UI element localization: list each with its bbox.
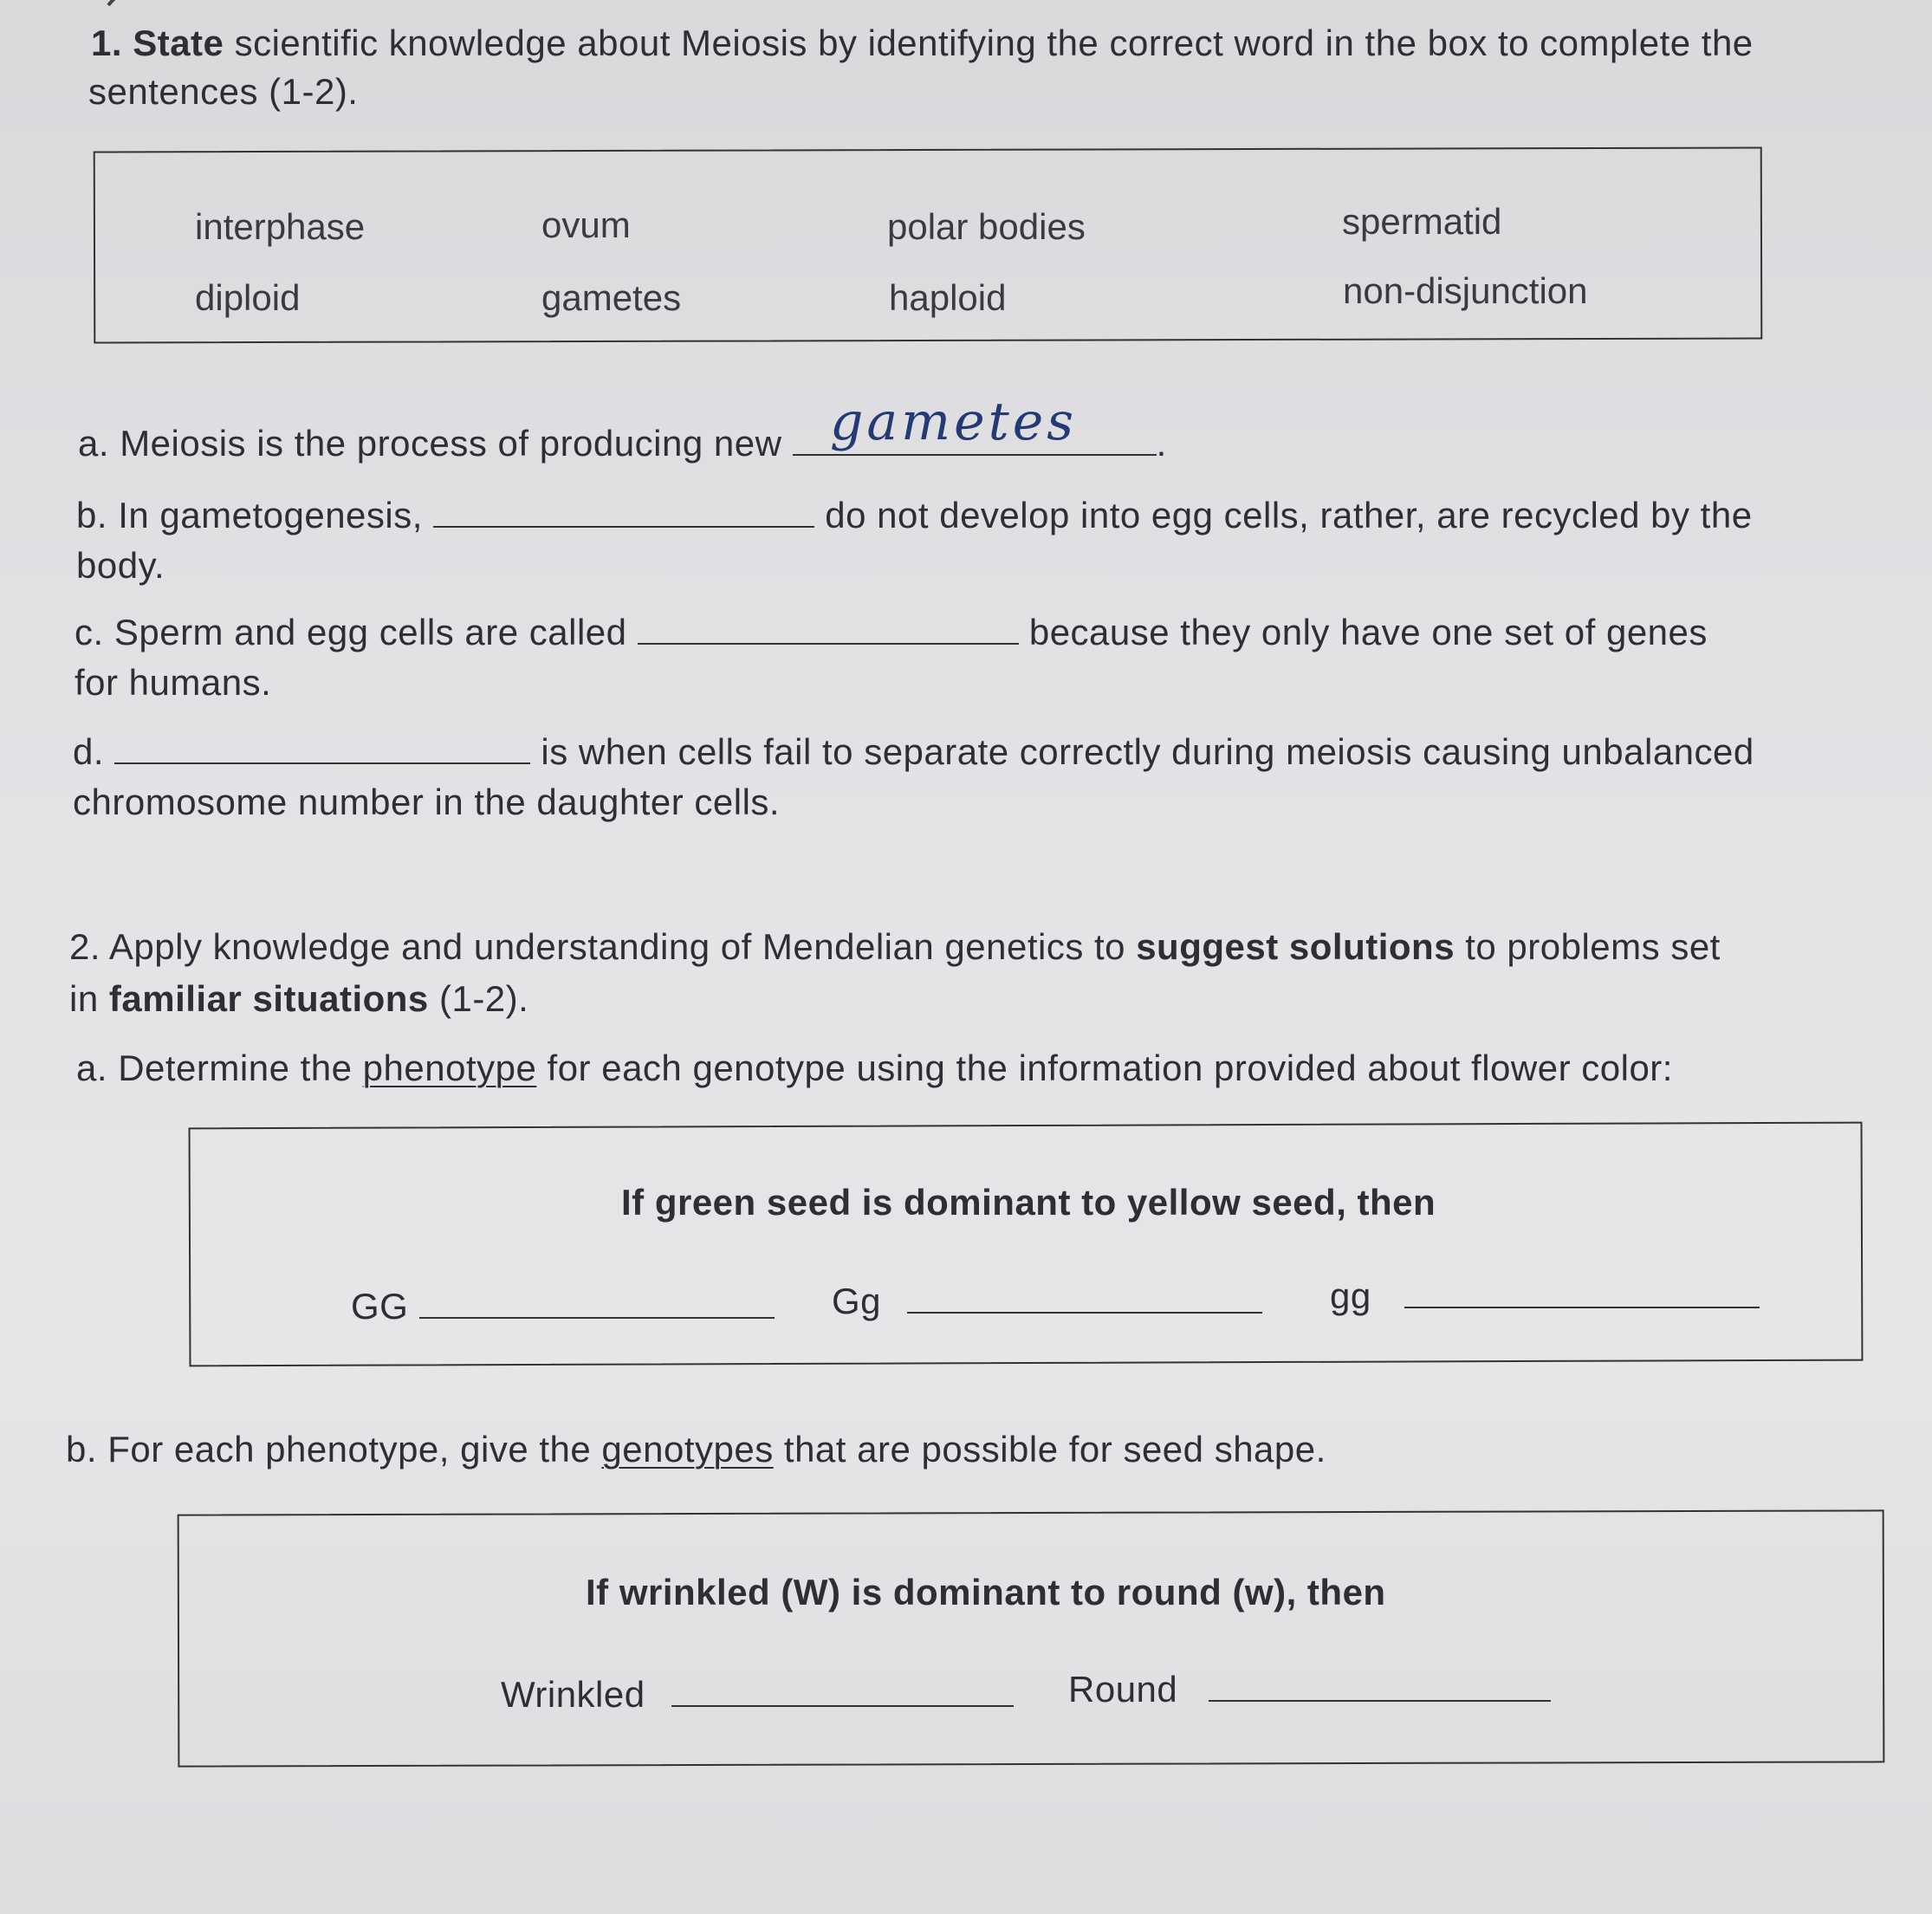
q1a-suffix: . bbox=[1156, 423, 1167, 464]
genotype-gg-row bbox=[1330, 1270, 1760, 1321]
q2b-instruction bbox=[66, 1425, 1326, 1475]
q2-line1-a: 2. Apply knowledge and understanding of Mendelian genetics to bbox=[69, 926, 1126, 967]
q1d-prefix: d. bbox=[73, 731, 105, 772]
q1b-suffix: do not develop into egg cells, rather, are recycled by the bbox=[825, 495, 1753, 535]
wrinkled-blank[interactable] bbox=[671, 1669, 1014, 1707]
seed-shape-box-title: If wrinkled (W) is dominant to round (w), then bbox=[586, 1572, 1386, 1612]
q1-lead: State bbox=[133, 23, 224, 63]
q1b-line2: body. bbox=[76, 545, 165, 586]
q1-line1-rest: scientific knowledge about Meiosis by identifying the correct word in the box to complete the bbox=[234, 23, 1754, 63]
q2-line2-a: in bbox=[69, 978, 99, 1019]
seed-shape-box bbox=[178, 1509, 1885, 1767]
q2-line1-bold: suggest solutions bbox=[1136, 926, 1455, 967]
q2-line2-b: (1-2). bbox=[438, 978, 529, 1019]
q2-line2-bold: familiar situations bbox=[108, 978, 429, 1019]
word-bank-item: polar bodies bbox=[887, 206, 1086, 247]
word-bank-item: diploid bbox=[195, 277, 301, 318]
q1b-blank[interactable] bbox=[433, 490, 814, 528]
logo-swirl bbox=[104, 0, 182, 14]
word-bank-item: non-disjunction bbox=[1343, 270, 1588, 311]
q2a-instruction bbox=[76, 1044, 1673, 1093]
q2-heading-line2 bbox=[69, 975, 528, 1024]
genotype-Gg-row bbox=[832, 1275, 1262, 1327]
word-bank-item: ovum bbox=[541, 204, 631, 245]
q1d-suffix: is when cells fail to separate correctly during meiosis causing unbalanced bbox=[541, 731, 1754, 772]
q1c-line1 bbox=[75, 607, 1708, 658]
flower-color-box-title: If green seed is dominant to yellow seed, then bbox=[621, 1182, 1436, 1223]
genotype-GG-row bbox=[351, 1281, 775, 1332]
q1c-prefix: c. Sperm and egg cells are called bbox=[75, 612, 627, 652]
q1c-blank[interactable] bbox=[638, 607, 1019, 645]
q1a-prefix: a. Meiosis is the process of producing new bbox=[78, 423, 782, 464]
genotype-GG-blank[interactable] bbox=[419, 1281, 775, 1319]
wrinkled-row bbox=[501, 1669, 1014, 1720]
q1a-handwritten-answer: gametes bbox=[830, 392, 1077, 452]
q1-heading-line2: sentences (1-2). bbox=[88, 71, 359, 112]
q1d-line1 bbox=[73, 726, 1754, 777]
q2b-pre: b. For each phenotype, give the bbox=[66, 1429, 592, 1470]
phenotype-label: Round bbox=[1068, 1669, 1178, 1710]
genotype-label: GG bbox=[351, 1286, 409, 1327]
q2a-pre: a. Determine the bbox=[76, 1048, 353, 1088]
q1d-blank[interactable] bbox=[114, 726, 530, 764]
q2a-post: for each genotype using the information provided about flower color: bbox=[547, 1048, 1673, 1088]
word-bank-item: haploid bbox=[889, 277, 1007, 318]
q1c-suffix: because they only have one set of genes bbox=[1028, 612, 1708, 652]
q1d-line2: chromosome number in the daughter cells. bbox=[73, 782, 781, 822]
q1-number: 1. bbox=[91, 23, 123, 63]
q2b-underlined: genotypes bbox=[601, 1429, 774, 1470]
genotype-label: gg bbox=[1330, 1275, 1371, 1316]
round-blank[interactable] bbox=[1209, 1664, 1551, 1702]
q2b-post: that are possible for seed shape. bbox=[783, 1429, 1326, 1470]
word-bank-item: interphase bbox=[195, 206, 366, 247]
q2-line1-b: to problems set bbox=[1465, 926, 1721, 967]
genotype-Gg-blank[interactable] bbox=[907, 1275, 1262, 1314]
phenotype-label: Wrinkled bbox=[501, 1674, 645, 1715]
word-bank-item: gametes bbox=[541, 277, 682, 318]
q1c-line2: for humans. bbox=[75, 662, 272, 703]
round-row bbox=[1068, 1664, 1551, 1715]
genotype-label: Gg bbox=[832, 1281, 882, 1321]
word-bank-item: spermatid bbox=[1342, 201, 1502, 242]
q1b-line1 bbox=[76, 490, 1753, 541]
genotype-gg-blank[interactable] bbox=[1404, 1270, 1760, 1308]
q2-heading-line1 bbox=[69, 923, 1721, 972]
q2a-underlined: phenotype bbox=[362, 1048, 537, 1088]
q1-heading-line1 bbox=[91, 19, 1754, 68]
q1b-prefix: b. In gametogenesis, bbox=[76, 495, 423, 535]
